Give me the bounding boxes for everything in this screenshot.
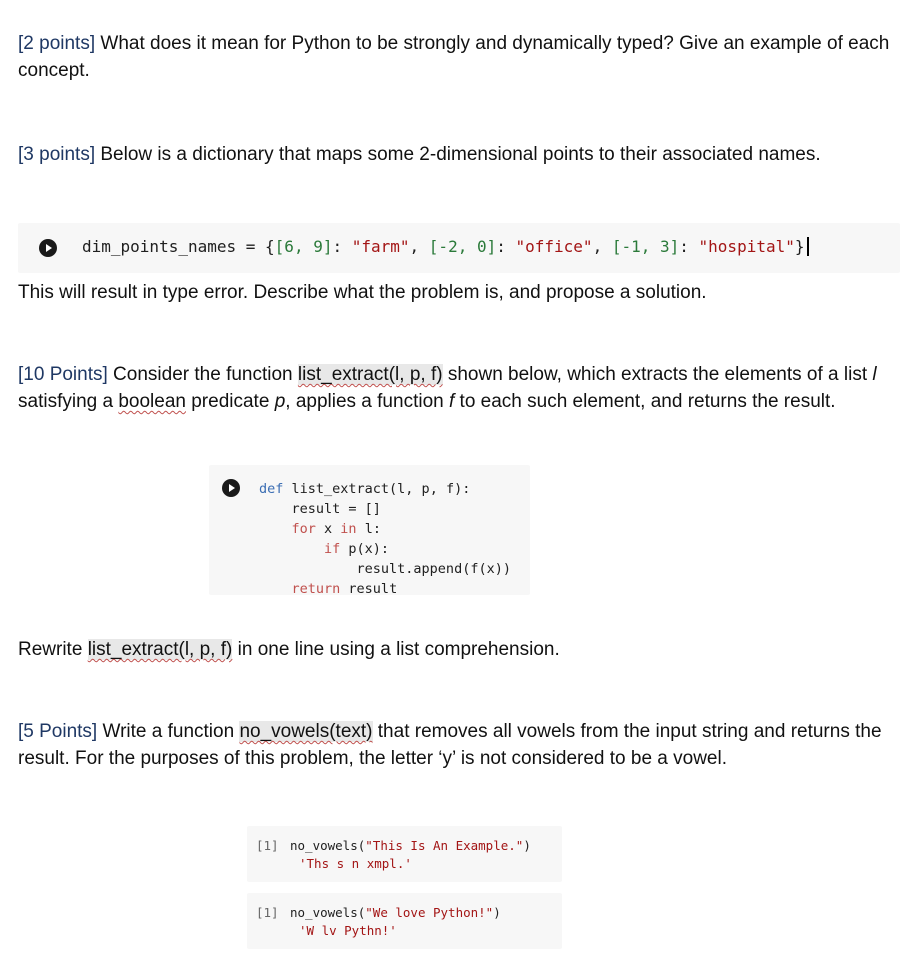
q3-code-block: def list_extract(l, p, f): result = [] for x in l: if p(x): result.append(f(x)) return result [259,481,511,597]
q4-example-2 [247,893,562,949]
q3-points: [10 Points] [18,364,108,385]
q3-function-name: list_extract(l, p, f) [297,364,443,385]
q2-text: Below is a dictionary that maps some 2-dimensional points to their associated names. [95,144,821,165]
example-2-call: no_vowels("We love Python!") [290,905,501,920]
q4-function-name: no_vowels(text) [239,721,373,742]
question-3: [10 Points] Consider the function list_extract(l, p, f) shown below, which extracts the elements of a list l satisfying a boolean predicate p, applies a function f to each such element, and returns the result. [18,364,877,412]
q2-code-cell [18,223,900,273]
question-1 [18,30,898,84]
q3-rewrite-function-name: list_extract(l, p, f) [87,639,233,660]
q3-rewrite-text: Rewrite list_extract(l, p, f) in one line using a list comprehension. [18,639,560,660]
q2-after-text: This will result in type error. Describe what the problem is, and propose a solution. [18,282,707,303]
run-cell-icon[interactable] [39,239,57,257]
example-1-output: 'Ths s n xmpl.' [299,856,412,871]
q2-code-line: dim_points_names = {[6, 9]: "farm", [-2, 0]: "office", [-1, 3]: "hospital"} [82,237,809,256]
example-2-prompt: [1] [256,905,279,920]
run-cell-icon[interactable] [222,479,240,497]
example-1-prompt: [1] [256,838,279,853]
q1-points: [2 points] [18,33,96,54]
example-2-output: 'W lv Pythn!' [299,923,397,938]
q4-points: [5 Points] [18,721,98,742]
q1-text: What does it mean for Python to be strongly and dynamically typed? Give an example of each concept. [18,33,890,81]
question-2 [18,141,898,168]
q4-example-1 [247,826,562,882]
question-4: [5 Points] Write a function no_vowels(text) that removes all vowels from the input string and returns the result. For the purposes of this problem, the letter ‘y’ is not considered to be a vowel. [18,721,882,769]
q2-points: [3 points] [18,144,96,165]
example-1-call: no_vowels("This Is An Example.") [290,838,531,853]
q3-code-cell [209,465,530,595]
